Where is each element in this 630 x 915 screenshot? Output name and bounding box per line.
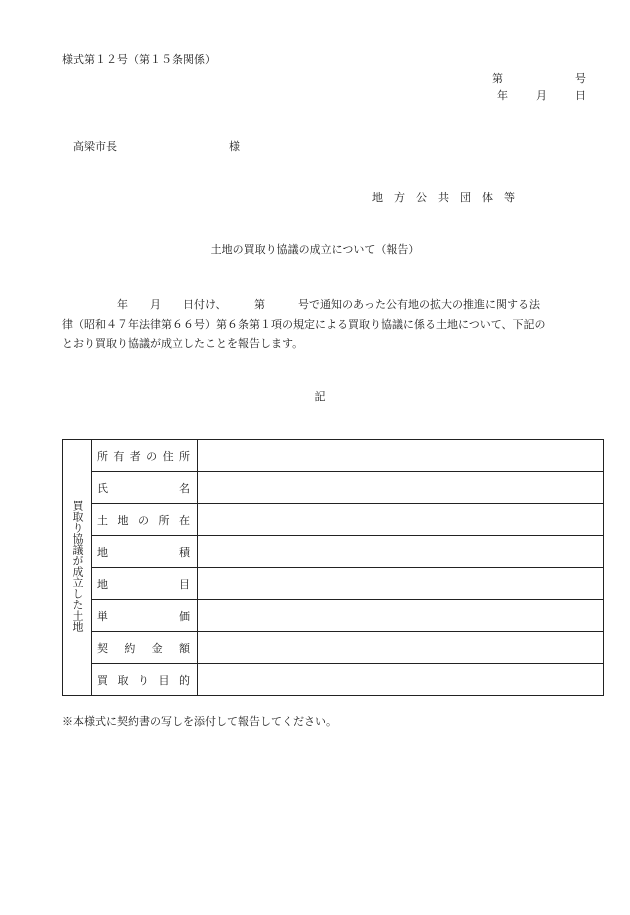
label-char: 住 [162,449,174,463]
body-text [62,295,592,354]
row-label-cell [92,568,198,600]
label-char: 有 [113,449,125,463]
label-char: 額 [178,641,190,655]
label-char: 契 [97,641,108,655]
row-label-cell [92,504,198,536]
label-char: 所 [158,513,170,527]
side-label: 買取り協議が成立した土地 [71,500,84,632]
value-cell[interactable] [198,440,604,472]
row-label [92,480,197,496]
label-char: 約 [124,641,136,655]
row-label-cell [92,600,198,632]
number-prefix: 第 [492,72,503,85]
label-char: 地 [97,545,108,559]
body-line: 年 月 日付け、 第 号で通知のあった公有地の拡大の推進に関する法 [62,298,540,311]
label-char: 単 [97,609,108,623]
table-row [63,504,604,536]
number-suffix: 号 [575,72,586,85]
row-label-cell [92,440,198,472]
land-table [62,439,604,696]
date-line [497,87,586,103]
row-label-cell [92,472,198,504]
label-char: 土 [97,513,108,527]
table-row [63,568,604,600]
label-char: の [146,449,158,463]
label-char: 目 [179,577,190,591]
ki-heading: 記 [314,390,326,403]
table-row [63,600,604,632]
row-label [92,672,197,688]
label-char: 目 [158,673,170,687]
value-cell[interactable] [198,632,604,664]
label-char: 地 [117,513,129,527]
label-char: 買 [97,673,108,687]
body-line: 律（昭和４７年法律第６６号）第６条第１項の規定による買取り協議に係る土地について、下記の [62,317,546,331]
date-month: 月 [536,89,547,102]
label-char: の [138,513,149,527]
table-row [63,632,604,664]
label-char: 的 [179,673,190,687]
label-char: 積 [179,545,190,559]
addressee: 高梁市長 [73,140,117,153]
label-char: 価 [179,609,190,623]
label-char: 所 [97,449,108,463]
value-cell[interactable] [198,536,604,568]
side-label-cell [63,440,92,696]
body-line: とおり買取り協議が成立したことを報告します。 [62,337,304,350]
value-cell[interactable] [198,568,604,600]
row-label [92,448,197,464]
document-title: 土地の買取り協議の成立について（報告） [210,243,420,256]
label-char: 者 [129,449,141,463]
label-char: 地 [97,577,108,591]
value-cell[interactable] [198,664,604,696]
value-cell[interactable] [198,504,604,536]
table-row [63,536,604,568]
table-row [63,440,604,472]
row-label-cell [92,536,198,568]
label-char: 名 [179,481,190,495]
row-label [92,640,197,656]
addressee-suffix: 様 [229,140,240,153]
date-day: 日 [575,89,586,102]
document-number-line [492,70,586,86]
row-label [92,544,197,560]
footnote: ※本様式に契約書の写しを添付して報告してください。 [62,715,337,728]
label-char: 金 [151,641,163,655]
label-char: 所 [178,449,190,463]
row-label [92,512,197,528]
row-label-cell [92,664,198,696]
form-number: 様式第１２号（第１５条関係） [62,53,216,66]
row-label [92,608,197,624]
row-label-cell [92,632,198,664]
sender: 地方公共団体等 [372,191,526,204]
label-char: 在 [179,513,190,527]
value-cell[interactable] [198,472,604,504]
table-row [63,664,604,696]
date-year: 年 [497,89,508,102]
row-label [92,576,197,592]
table-row [63,472,604,504]
value-cell[interactable] [198,600,604,632]
label-char: 取 [117,673,129,687]
label-char: 氏 [97,481,108,495]
label-char: り [138,673,149,687]
